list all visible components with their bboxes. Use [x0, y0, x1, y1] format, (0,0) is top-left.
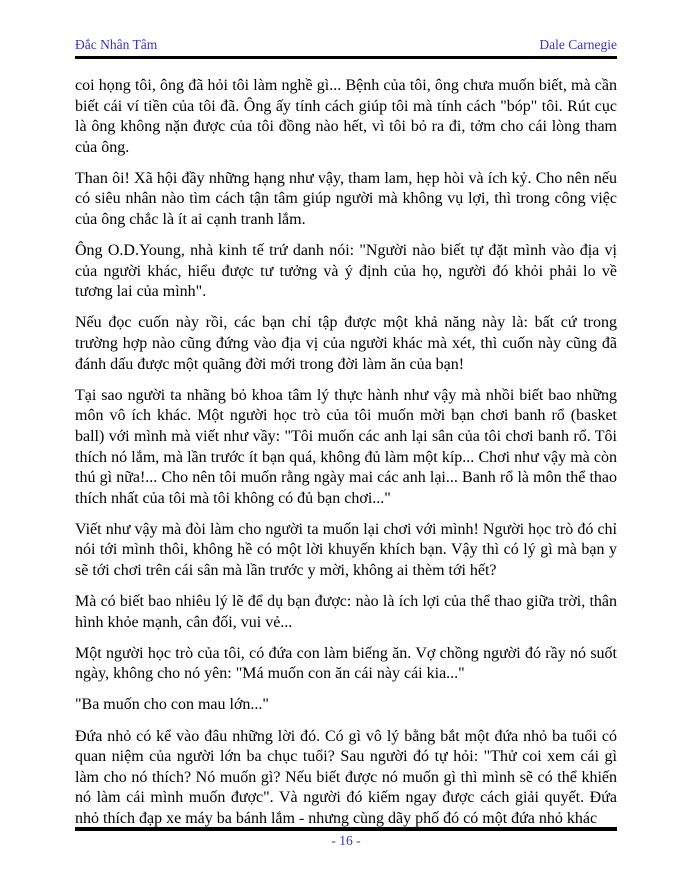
page-number: - 16 -	[331, 833, 361, 848]
paragraph-4: Nếu đọc cuốn này rồi, các bạn chỉ tập được một khả năng này là: bất cứ trong trường hợp nào cũng đứng vào địa vị của người khác mà xét, thì cuốn này cũng đã đánh dấu được một quãng đời mới trong đời làm ăn của bạn!	[75, 314, 617, 373]
page-footer	[75, 827, 617, 849]
header-book-title: Đắc Nhân Tâm	[75, 37, 158, 52]
paragraph-3: Ông O.D.Young, nhà kinh tế trứ danh nói: "Người nào biết tự đặt mình vào địa vị của người khác, hiểu được tư tưởng và ý định của họ, người đó khỏi phải lo về tương lai của mình".	[75, 242, 617, 301]
paragraph-10: Đứa nhỏ có kể vào đâu những lời đó. Có gì vô lý bằng bắt một đứa nhỏ ba tuổi có quan niệm của người lớn ba chục tuổi? Sau người đó tự hỏi: "Thử coi xem cái gì làm cho nó thích? Nó muốn gì? Nếu biết được nó muốn gì thì mình sẽ có thể khiến nó làm cái mình muốn được". Và người đó kiếm ngay được cách giải quyết. Đứa nhỏ thích đạp xe máy ba bánh lắm - nhưng cùng dãy phố đó có một đứa nhỏ khác	[75, 727, 617, 827]
paragraph-8: Một người học trò của tôi, có đứa con làm biếng ăn. Vợ chồng người đó rầy nó suốt ngày, không cho nó yên: "Má muốn con ăn cái này cái kia..."	[75, 644, 617, 683]
paragraph-6: Viết như vậy mà đòi làm cho người ta muốn lại chơi với mình! Người học trò đó chỉ nói tới mình thôi, không hề có một lời khuyến khích bạn. Vậy thì có lý gì mà bạn y sẽ tới chơi trên cái sân mà lần trước y mời, không ai thèm tới hết?	[75, 520, 617, 579]
paragraph-7: Mà có biết bao nhiêu lý lẽ để dụ bạn được: nào là ích lợi của thể thao giữa trời, thân hình khỏe mạnh, cân đối, vui vẻ...	[75, 593, 617, 631]
header-author: Dale Carnegie	[539, 37, 617, 52]
paragraph-9: "Ba muốn cho con mau lớn..."	[75, 696, 269, 714]
page-body	[75, 76, 617, 840]
paragraph-1: coi họng tôi, ông đã hỏi tôi làm nghề gì... Bệnh của tôi, ông chưa muốn biết, mà cần biết cái ví tiền của tôi đã. Ông ấy tính cách giúp tôi mà tính cách "bóp" tôi. Rút cục là ông không nặn được của tôi đồng nào hết, vì tôi bỏ ra đi, tởm cho cái lòng tham của ông.	[75, 77, 617, 156]
paragraph-2: Than ôi! Xã hội đầy những hạng như vậy, tham lam, hẹp hòi và ích kỷ. Cho nên nếu có siêu nhân nào tìm cách tận tâm giúp người mà không vụ lợi, thì trong công việc của ông chắc là ít ai cạnh tranh lắm.	[75, 169, 617, 229]
paragraph-5: Tại sao người ta nhãng bỏ khoa tâm lý thực hành như vậy mà nhồi biết bao những môn vô ích khác. Một người học trò của tôi muốn mời bạn chơi banh rổ (basket ball) với mình mà viết như vầy: "Tôi muốn các anh lại sân của tôi chơi banh rổ. Tôi thích nó lắm, mà lần trước ít bạn quá, không đủ làm một kíp... Chơi như vậy mà còn thú gì nữa!... Cho nên tôi muốn rằng ngày mai các anh lại... Banh rổ là môn thể thao thích nhất của tôi mà tôi không có đủ bạn chơi..."	[75, 386, 617, 507]
page-header	[75, 37, 617, 59]
